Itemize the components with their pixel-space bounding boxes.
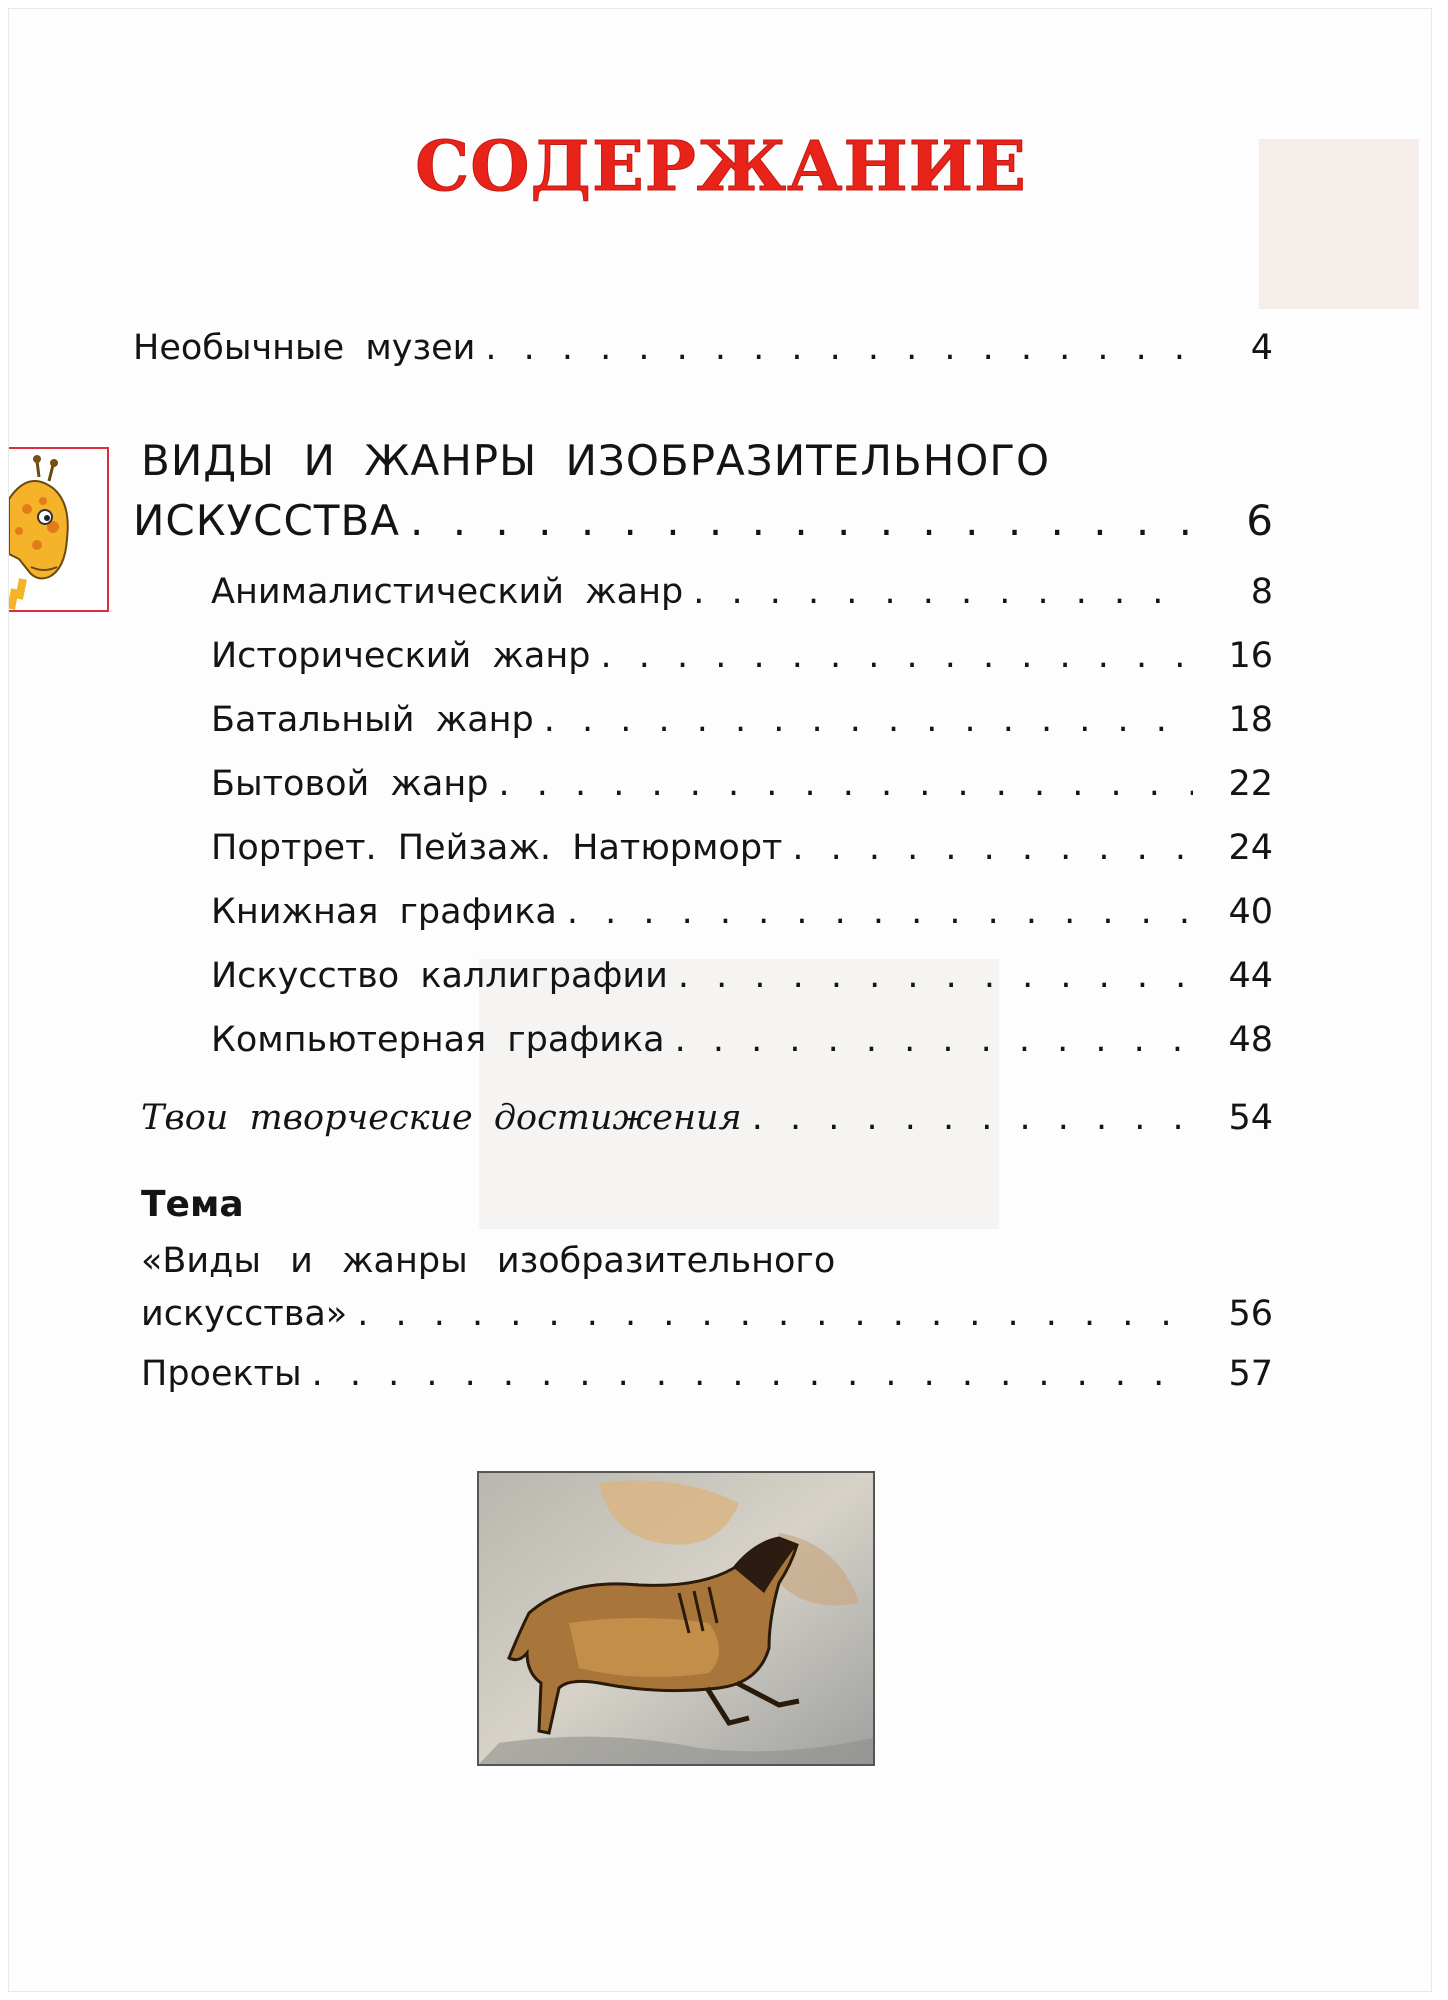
leader-dots [357, 1293, 1193, 1335]
cave-painting-image [477, 1471, 875, 1766]
toc-entry-label: Исторический жанр [211, 636, 591, 676]
toc-subentry[interactable] [211, 955, 1273, 997]
theme-label: Тема [141, 1184, 244, 1225]
leader-dots [678, 955, 1193, 997]
toc-entry-page: 54 [1228, 1098, 1273, 1138]
toc-entry-page: 8 [1250, 572, 1273, 612]
toc-entry-label: Искусство каллиграфии [211, 956, 668, 996]
toc-entry-label: Книжная графика [211, 892, 557, 932]
giraffe-illustration [9, 447, 109, 612]
toc-entry-theme[interactable] [141, 1293, 1273, 1335]
toc-entry-page: 4 [1250, 328, 1273, 368]
horse-painting-icon [479, 1473, 873, 1764]
section-heading-line2: ИСКУССТВА [133, 496, 401, 545]
leader-dots [544, 699, 1193, 741]
toc-entry-label: Портрет. Пейзаж. Натюрморт [211, 828, 783, 868]
giraffe-icon [9, 449, 107, 610]
show-through-image [479, 959, 999, 1229]
toc-subentry[interactable] [211, 891, 1273, 933]
toc-subentry[interactable] [211, 1019, 1273, 1061]
toc-subentry[interactable] [211, 827, 1273, 869]
toc-subentry[interactable] [211, 763, 1273, 805]
leader-dots [312, 1353, 1193, 1395]
section-heading-line1: ВИДЫ И ЖАНРЫ ИЗОБРАЗИТЕЛЬНОГО [141, 436, 1051, 485]
toc-entry-page: 56 [1228, 1294, 1273, 1334]
toc-entry-page: 44 [1228, 956, 1273, 996]
page-title: СОДЕРЖАНИЕ [415, 127, 1027, 207]
leader-dots [567, 891, 1193, 933]
toc-entry-achievements[interactable] [141, 1097, 1273, 1139]
leader-dots [752, 1097, 1193, 1139]
toc-entry-label: Батальный жанр [211, 700, 534, 740]
section-heading[interactable] [141, 433, 1050, 489]
section-heading-row[interactable] [133, 493, 1273, 549]
toc-entry-label: Проекты [141, 1354, 302, 1394]
section-heading-page: 6 [1246, 496, 1273, 545]
leader-dots [792, 827, 1193, 869]
leader-dots [600, 635, 1193, 677]
theme-title-line1: «Виды и жанры изобразительного [141, 1241, 836, 1281]
toc-entry-page: 24 [1228, 828, 1273, 868]
toc-entry-page: 16 [1228, 636, 1273, 676]
toc-entry-label: искусства» [141, 1294, 348, 1334]
toc-entry-label: Анималистический жанр [211, 572, 684, 612]
toc-entry-page: 48 [1228, 1020, 1273, 1060]
leader-dots [498, 763, 1193, 805]
toc-entry-label: Компьютерная графика [211, 1020, 665, 1060]
toc-subentry[interactable] [211, 699, 1273, 741]
toc-entry-projects[interactable] [141, 1353, 1273, 1395]
toc-subentry[interactable] [211, 571, 1273, 613]
leader-dots [485, 327, 1193, 369]
leader-dots [693, 571, 1193, 613]
toc-entry-page: 18 [1228, 700, 1273, 740]
book-page [8, 8, 1432, 1992]
leader-dots [675, 1019, 1193, 1061]
toc-entry-label: Бытовой жанр [211, 764, 489, 804]
toc-entry-page: 22 [1228, 764, 1273, 804]
leader-dots [410, 493, 1193, 549]
toc-entry-label: Необычные музеи [133, 328, 476, 368]
toc-subentry[interactable] [211, 635, 1273, 677]
toc-entry-label: Твои творческие достижения [141, 1098, 742, 1138]
toc-entry-page: 40 [1228, 892, 1273, 932]
toc-entry[interactable] [133, 327, 1273, 369]
toc-entry-page: 57 [1228, 1354, 1273, 1394]
